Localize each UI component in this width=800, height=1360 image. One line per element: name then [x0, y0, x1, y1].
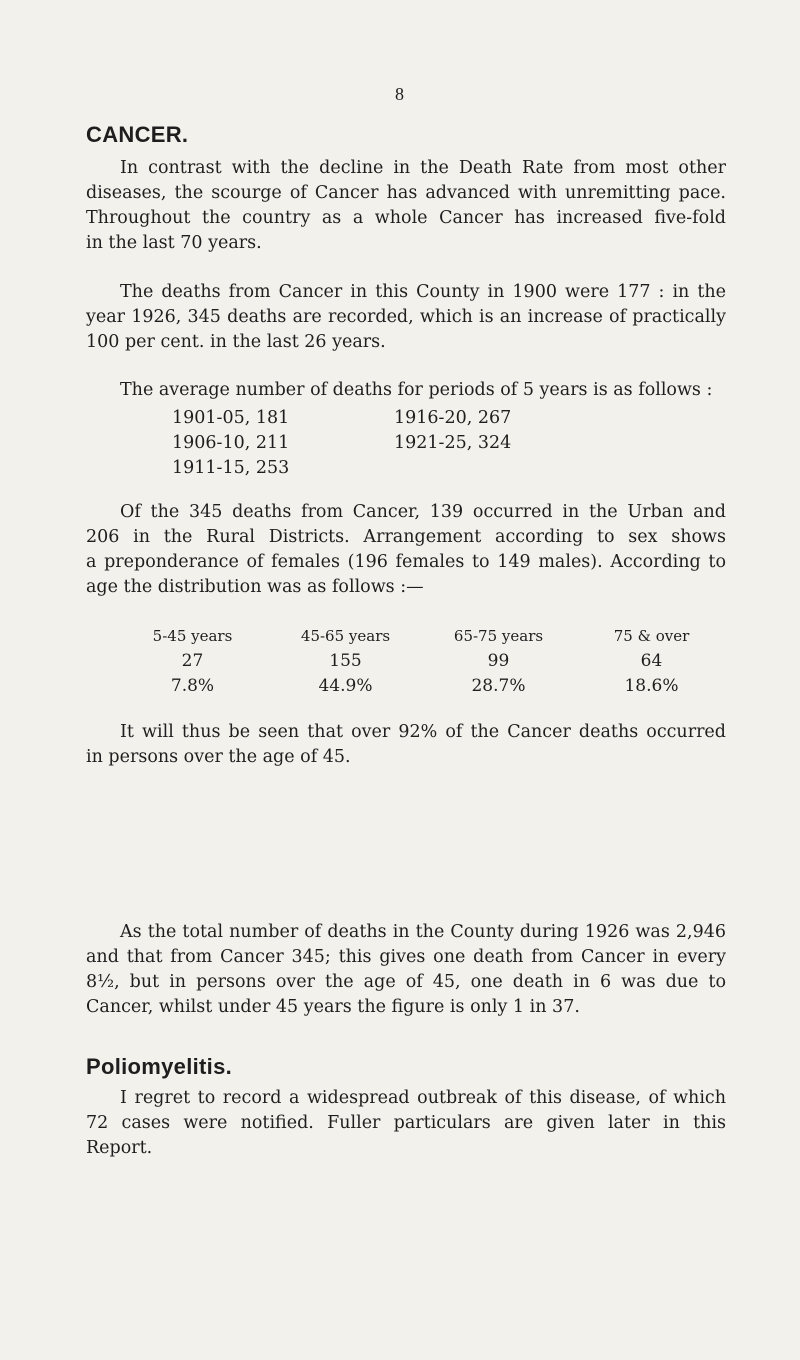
cancer-paragraph-6 [86, 920, 726, 1020]
period-cell: 1921-25, 324 [394, 433, 512, 453]
cancer-paragraph-2 [86, 280, 726, 355]
age-header: 45-65 years [300, 627, 391, 645]
age-distribution-table [116, 624, 728, 698]
age-count: 155 [329, 650, 362, 671]
age-count: 64 [640, 650, 663, 671]
text-line: Of the 345 deaths from Cancer, 139 occurred in the Urban and [120, 502, 726, 522]
periods-table [172, 406, 616, 481]
poliomyelitis-heading: Poliomyelitis. [86, 1054, 233, 1079]
text-line: Cancer, whilst under 45 years the figure is only 1 in 37. [86, 997, 580, 1017]
text-line: 100 per cent. in the last 26 years. [86, 332, 386, 352]
text-line: In contrast with the decline in the Death Rate from most other [120, 158, 726, 178]
period-cell: 1911-15, 253 [172, 458, 290, 478]
poliomyelitis-paragraph [86, 1086, 726, 1161]
text-line: The average number of deaths for periods of 5 years is as follows : [120, 380, 713, 400]
text-line: Report. [86, 1138, 153, 1158]
cancer-paragraph-5 [86, 720, 726, 770]
text-line: and that from Cancer 345; this gives one death from Cancer in every [86, 947, 726, 967]
age-percent: 18.6% [624, 675, 679, 696]
age-percent: 28.7% [471, 675, 526, 696]
age-percent: 44.9% [318, 675, 373, 696]
cancer-paragraph-4 [86, 500, 726, 600]
text-line: As the total number of deaths in the County during 1926 was 2,946 [120, 922, 726, 942]
periods-row [172, 431, 616, 456]
age-header: 75 & over [613, 627, 690, 645]
age-header: 5-45 years [152, 627, 233, 645]
age-header-row [116, 624, 728, 648]
age-count: 27 [181, 650, 204, 671]
text-line: year 1926, 345 deaths are recorded, which is an increase of practically [86, 307, 726, 327]
period-cell: 1901-05, 181 [172, 408, 290, 428]
text-line: It will thus be seen that over 92% of the Cancer deaths occurred [120, 722, 726, 742]
cancer-heading: CANCER. [86, 122, 189, 147]
text-line: Throughout the country as a whole Cancer has increased five-fold [86, 208, 726, 228]
periods-row [172, 456, 616, 481]
age-percent: 7.8% [170, 675, 215, 696]
period-cell: 1906-10, 211 [172, 433, 290, 453]
cancer-paragraph-3 [86, 378, 726, 403]
text-line: in persons over the age of 45. [86, 747, 351, 767]
text-line: in the last 70 years. [86, 233, 262, 253]
periods-row [172, 406, 616, 431]
text-line: 8½, but in persons over the age of 45, one death in 6 was due to [86, 972, 726, 992]
age-header: 65-75 years [453, 627, 544, 645]
period-cell [394, 456, 616, 481]
age-count-row [116, 648, 728, 673]
period-cell: 1916-20, 267 [394, 408, 512, 428]
text-line: I regret to record a widespread outbreak of this disease, of which [120, 1088, 726, 1108]
text-line: 72 cases were notified. Fuller particulars are given later in this [86, 1113, 726, 1133]
cancer-paragraph-1 [86, 156, 726, 256]
text-line: diseases, the scourge of Cancer has advanced with unremitting pace. [86, 183, 726, 203]
text-line: a preponderance of females (196 females to 149 males). According to [86, 552, 726, 572]
age-percent-row [116, 673, 728, 698]
age-count: 99 [487, 650, 510, 671]
text-line: 206 in the Rural Districts. Arrangement according to sex shows [86, 527, 726, 547]
text-line: The deaths from Cancer in this County in 1900 were 177 : in the [120, 282, 726, 302]
text-line: age the distribution was as follows :— [86, 577, 424, 597]
page-number: 8 [395, 84, 404, 104]
